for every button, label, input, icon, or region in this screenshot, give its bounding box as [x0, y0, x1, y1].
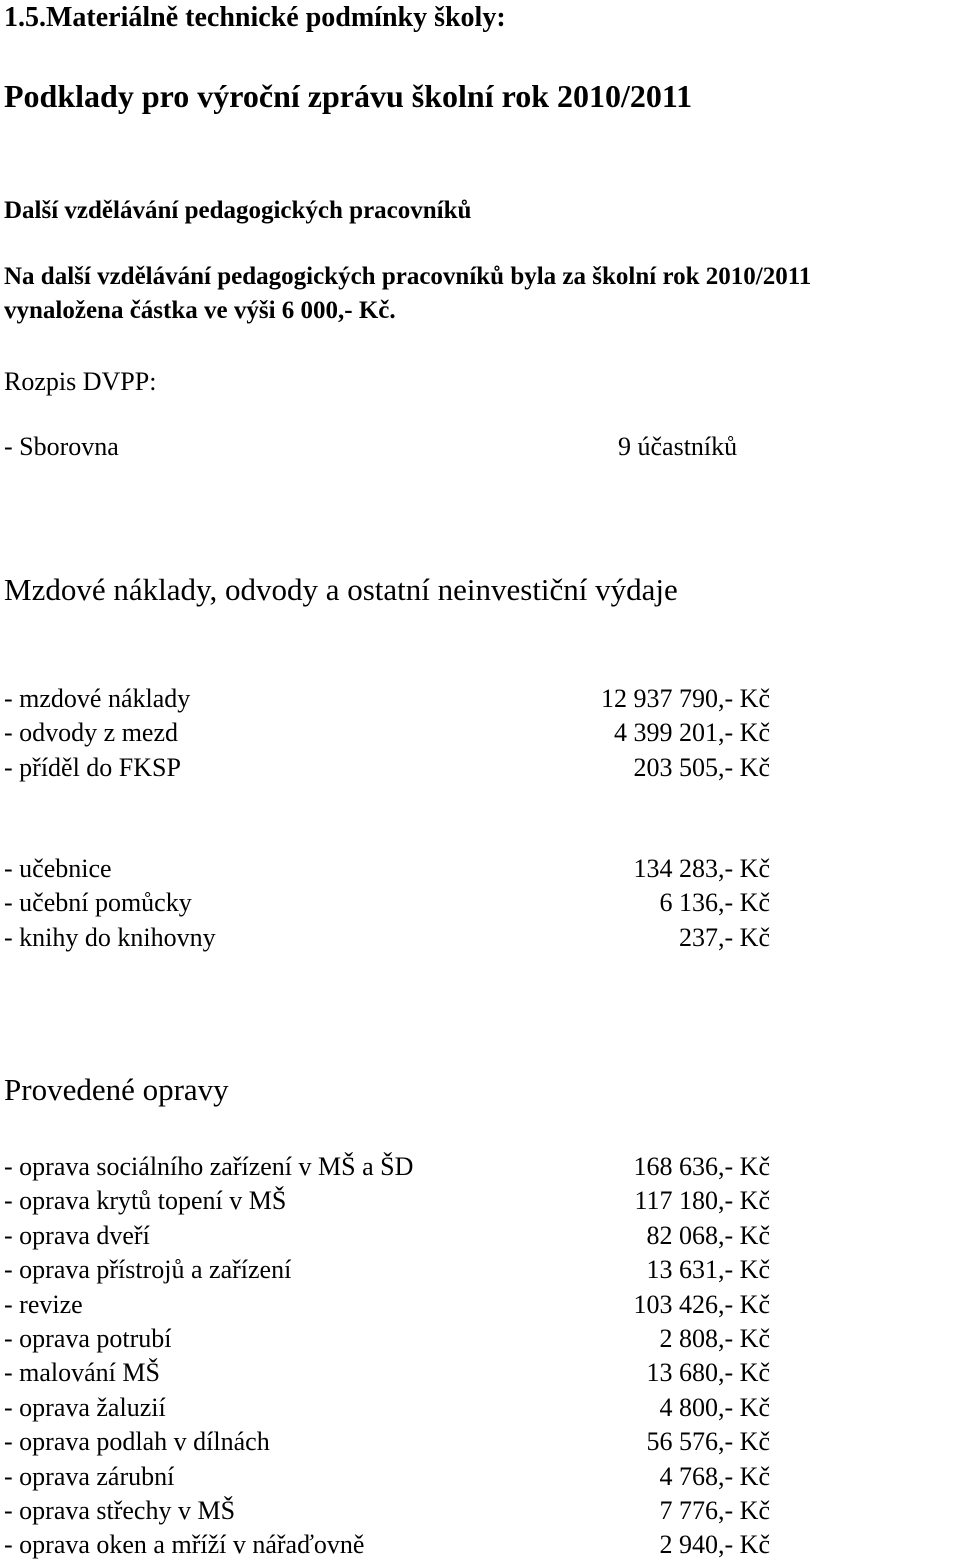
item-label: - příděl do FKSP: [4, 752, 181, 782]
item-amount: 12 937 790,- Kč: [601, 684, 770, 713]
item-label: - odvody z mezd: [4, 718, 179, 748]
list-item: [0, 1391, 960, 1425]
list-item: [0, 1494, 960, 1528]
item-amount: 82 068,- Kč: [646, 1220, 770, 1250]
list-item: [0, 1356, 960, 1390]
item-label: - oprava potrubí: [4, 1323, 172, 1353]
mzdove-heading: Mzdové náklady, odvody a ostatní neinvestiční výdaje: [4, 572, 678, 607]
item-label: - malování MŠ: [4, 1358, 160, 1388]
list-item: [0, 1460, 960, 1494]
list-item: [0, 1288, 960, 1322]
report-title: Podklady pro výroční zprávu školní rok 2010/2011: [4, 78, 693, 114]
item-amount: 103 426,- Kč: [633, 1289, 770, 1319]
item-amount: 4 800,- Kč: [659, 1392, 770, 1422]
item-label: - knihy do knihovny: [4, 922, 216, 952]
opravy-list: [0, 1150, 960, 1563]
rozpis-label: Rozpis DVPP:: [4, 367, 157, 396]
item-amount: 7 776,- Kč: [659, 1495, 770, 1525]
item-amount: 6 136,- Kč: [659, 888, 770, 918]
item-label: - oprava podlah v dílnách: [4, 1427, 270, 1457]
dvpp-text-line1: Na další vzdělávání pedagogických pracovníků byla za školní rok 2010/2011: [4, 263, 812, 290]
list-item: [0, 1322, 960, 1356]
item-amount: 237,- Kč: [679, 922, 770, 952]
list-item: [0, 682, 960, 716]
list-item: [0, 886, 960, 920]
list-item: [0, 751, 960, 785]
item-label: - oprava přístrojů a zařízení: [4, 1255, 292, 1285]
item-amount: 2 940,- Kč: [659, 1530, 770, 1560]
item-amount: 4 399 201,- Kč: [614, 718, 770, 748]
ucebnice-list: [0, 852, 960, 955]
list-item: [0, 716, 960, 750]
item-label: - učebnice: [4, 854, 112, 883]
list-item: [0, 852, 960, 886]
list-item: [0, 921, 960, 955]
item-label: - učební pomůcky: [4, 888, 192, 918]
item-label: - mzdové náklady: [4, 684, 191, 713]
item-label: - oprava střechy v MŠ: [4, 1495, 236, 1525]
sborovna-value: 9 účastníků: [618, 432, 738, 461]
list-item: [0, 1219, 960, 1253]
item-label: - oprava dveří: [4, 1220, 150, 1250]
item-amount: 134 283,- Kč: [633, 854, 770, 883]
list-item: [0, 1253, 960, 1287]
item-amount: 117 180,- Kč: [634, 1186, 770, 1216]
list-item: [0, 1150, 960, 1184]
list-item: [0, 1425, 960, 1459]
item-amount: 203 505,- Kč: [633, 752, 770, 782]
item-label: - oprava sociálního zařízení v MŠ a ŠD: [4, 1152, 414, 1181]
mzdove-list: [0, 682, 960, 785]
item-label: - oprava oken a mříží v nářaďovně: [4, 1530, 365, 1560]
item-amount: 168 636,- Kč: [633, 1152, 770, 1181]
item-amount: 13 631,- Kč: [646, 1255, 770, 1285]
sborovna-label: - Sborovna: [4, 432, 119, 461]
dvpp-heading: Další vzdělávání pedagogických pracovníků: [4, 197, 472, 224]
item-amount: 4 768,- Kč: [659, 1461, 770, 1491]
item-amount: 13 680,- Kč: [646, 1358, 770, 1388]
item-label: - oprava zárubní: [4, 1461, 175, 1491]
item-label: - oprava krytů topení v MŠ: [4, 1186, 287, 1216]
opravy-heading: Provedené opravy: [4, 1072, 229, 1107]
section-heading: 1.5.Materiálně technické podmínky školy:: [4, 2, 506, 33]
dvpp-text-line2: vynaložena částka ve výši 6 000,- Kč.: [4, 297, 396, 324]
item-label: - oprava žaluzií: [4, 1392, 166, 1422]
list-item: [0, 1528, 960, 1562]
item-amount: 2 808,- Kč: [659, 1323, 770, 1353]
list-item: [0, 1184, 960, 1218]
item-label: - revize: [4, 1289, 83, 1319]
item-amount: 56 576,- Kč: [646, 1427, 770, 1457]
